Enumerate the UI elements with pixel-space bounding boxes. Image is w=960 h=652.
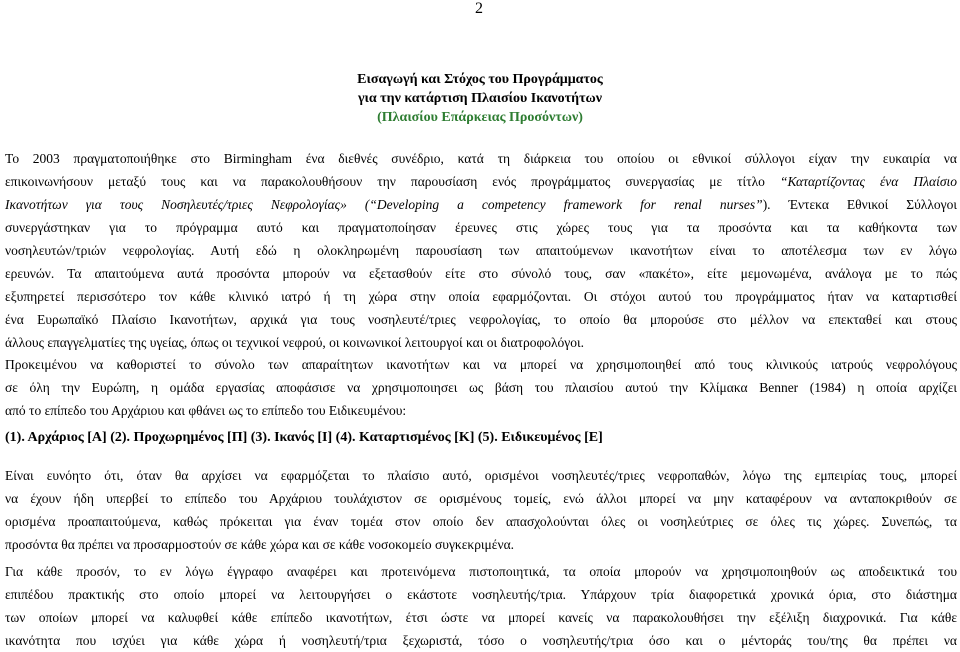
text-line: σε όλη την Ευρώπη, η ομάδα εργασίας αποφάσισε να χρησιμοποιησει ως βάση του πλαισίου αυτού την Κλίμακα Benner (1984) η οποία αρχίζει [5, 380, 957, 395]
competency-levels-list [5, 426, 957, 449]
paragraph-application [5, 464, 957, 556]
title-line-1: Εισαγωγή και Στόχος του Προγράμματος [357, 72, 603, 87]
text-segment: επικοινωνήσουν μεταξύ τους και να παρακολουθήσουν την παρουσίαση ενός προγράμματος συνεργασίας με τίτλο [5, 174, 780, 189]
project-title-english: “Developing a competency framework for renal nurses” [369, 197, 763, 212]
paragraph-certificates [5, 560, 957, 652]
text-line [5, 193, 957, 216]
text-line: Για κάθε προσόν, το εν λόγω έγγραφο αναφέρει και προτεινόμενα πιστοποιητικά, τα οποία μπορούν να χρησιμοποιηθούν ως αποδεικτικά του [5, 564, 957, 579]
text-line: νοσηλευτών/τριών νεφρολογίας. Αυτή εδώ η ολοκληρωμένη παρουσίαση των απαιτούμενων ικανοτήτων είναι το αποτέλεσμα των εν λόγω [5, 243, 957, 258]
paragraph-benner-scale [5, 353, 957, 422]
paragraph-intro [5, 147, 957, 354]
text-line: ένα Ευρωπαϊκό Πλαίσιο Ικανοτήτων, αρχικά για τους νοσηλευτέ/τριες νεφρολογίας, το οποίο θα μπορούσε στο μέλλον να επεκταθεί και στους [5, 312, 957, 327]
text-line: εξυπηρετεί περισσότερο τον κάθε κλινικό ιατρό ή τη χώρα στην οποία εφαρμόζονται. Οι στόχοι αυτού του προγράμματος ήταν να καταρτισθεί [5, 289, 957, 304]
levels-line: (1). Αρχάριος [Α] (2). Προχωρημένος [Π] (3). Ικανός [Ι] (4). Καταρτισμένος [Κ] (5). Ειδικευμένος [Ε] [5, 430, 603, 445]
project-title-italic: “Καταρτίζοντας ένα Πλαίσιο [779, 174, 957, 189]
text-line: Είναι ευνόητο ότι, όταν θα αρχίσει να εφαρμόζεται το πλαίσιο αυτό, ορισμένοι νοσηλευτές/τριες νεφροπαθών, λόγω της εμπειρίας τους, μπορεί [5, 468, 957, 483]
project-title-italic: Ικανοτήτων για τους Νοσηλευτές/τριες Νεφρολογίας» ( [5, 197, 370, 212]
text-line: προσόντα θα πρέπει να προσαρμοστούν σε κάθε χώρα και σε κάθε νοσοκομείο συγκεκριμένα. [5, 537, 515, 552]
title-subtitle: (Πλαισίου Επάρκειας Προσόντων) [377, 110, 583, 125]
text-line: άλλους επαγγελματίες της υγείας, όπως οι τεχνικοί νεφρού, οι κοινωνικοί λειτουργοί και οι διατροφολόγοι. [5, 335, 585, 350]
title-line-2: για την κατάρτιση Πλαισίου Ικανοτήτων [357, 91, 603, 106]
text-line: ερευνών. Τα απαιτούμενα αυτά προσόντα μπορούν να εξετασθούν είτε στο σύνολό τους, σαν «πακέτο», είτε μεμονωμένα, ανάλογα με το πώς [5, 266, 957, 281]
text-segment: ). Έντεκα Εθνικοί Σύλλογοι [762, 197, 957, 212]
page-number: 2 [475, 0, 483, 17]
text-line: των οποίων μπορεί να καλυφθεί κάθε επίπεδο ικανοτήτων, έτσι ώστε να μπορεί κανείς να παρακολουθήσει την εξέλιξη διαχρονικά. Για κάθε [5, 610, 957, 625]
document-title-block [0, 70, 960, 127]
text-line: από το επίπεδο του Αρχάριου και φθάνει ως το επίπεδο του Ειδικευμένου: [5, 403, 407, 418]
text-line: συνεργάστηκαν για το πρόγραμμα αυτό και πραγματοποίησαν έρευνες στις χώρες τους για τα προσόντα και τα καθήκοντα των [5, 220, 957, 235]
text-line: ικανότητα που ισχύει για κάθε χώρα ή νοσηλευτή/τρια ξεχωριστά, τόσο ο νοσηλευτής/τρια όσο και ο μέντοράς του/της θα πρέπει να [5, 633, 957, 648]
text-line: Το 2003 πραγματοποιήθηκε στο Birmingham ένα διεθνές συνέδριο, κατά τη διάρκεια του οποίου οι εθνικοί σύλλογοι είχαν την ευκαιρία να [5, 151, 957, 166]
text-line: Προκειμένου να καθοριστεί το σύνολο των απαραίτητων ικανοτήτων και να μπορεί να χρησιμοποιηθεί από τους κλινικούς ιατρούς νεφρολόγους [5, 357, 957, 372]
text-line: να έχουν ήδη υπερβεί το επίπεδο του Αρχάριου τουλάχιστον σε ορισμένους τομείς, ενώ άλλοι μπορεί να μην καταφέρουν να ανταποκριθούν σε [5, 491, 957, 506]
text-line: ορισμένα προαπαιτούμενα, καθώς πρόκειται για έναν τομέα στον οποίο δεν απασχολούνται όλες οι νοσηλεύτριες σε όλες τις χώρες. Συνεπώς, τα [5, 514, 957, 529]
text-line [5, 170, 957, 193]
text-line: επιπέδου πρακτικής στο οποίο μπορεί να λειτουργήσει ο εκάστοτε νοσηλευτής/τρια. Υπάρχουν τρία διαφορετικά χρονικά όρια, στο διάστημα [5, 587, 957, 602]
